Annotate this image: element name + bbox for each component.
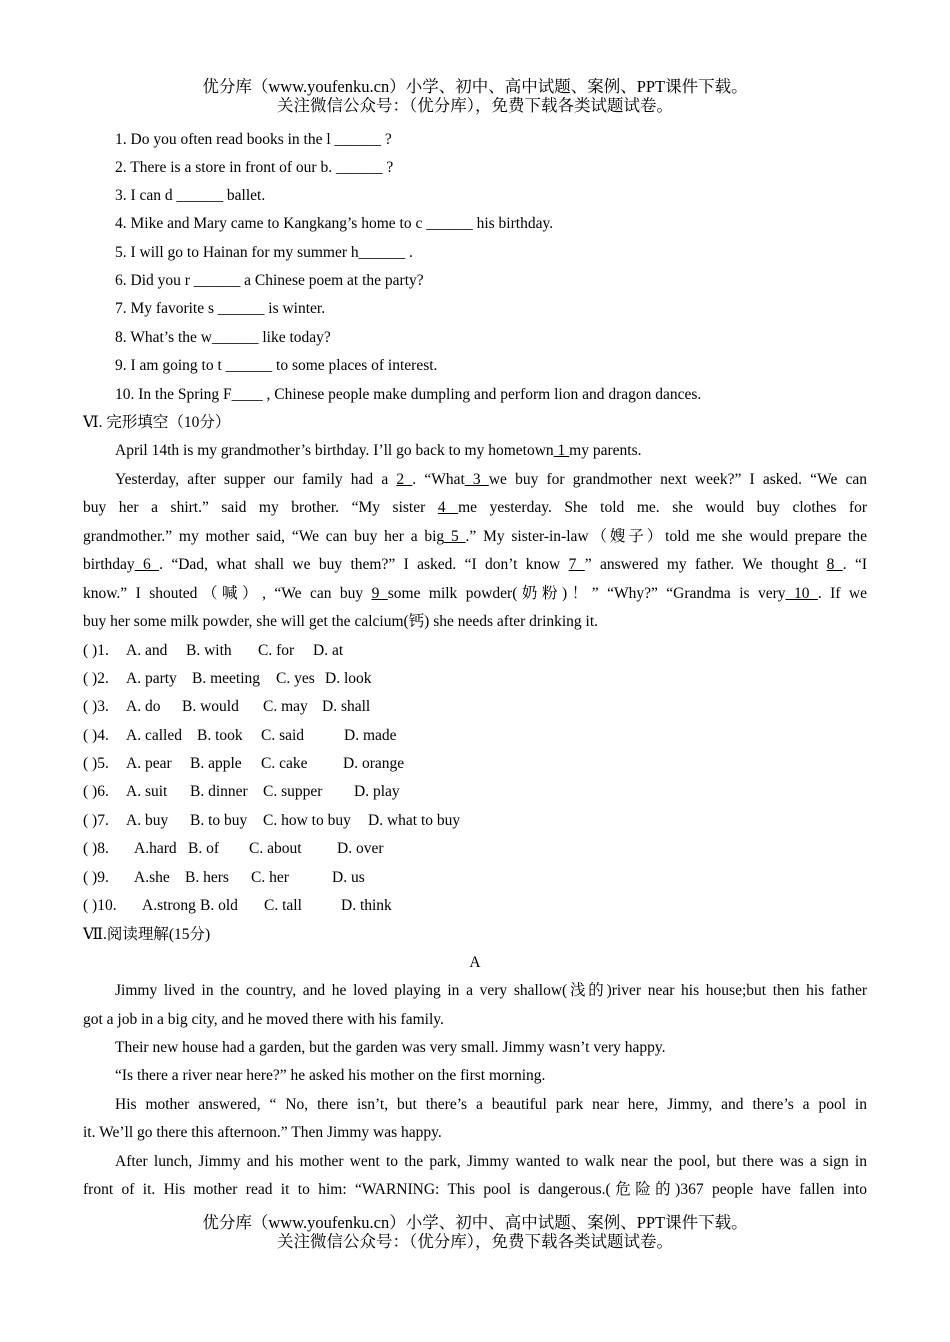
reading-line-7: After lunch, Jimmy and his mother went to the park, Jimmy wanted to walk near the pool, but there was a sign in <box>115 1153 867 1170</box>
cloze-blank-5: 5 <box>444 528 466 545</box>
reading-line-4: “Is there a river near here?” he asked his mother on the first morning. <box>115 1067 546 1084</box>
reading-line-6: it. We’ll go there this afternoon.” Then Jimmy was happy. <box>83 1124 442 1141</box>
option-number: ( )7. <box>83 812 109 829</box>
option-number: ( )6. <box>83 783 109 800</box>
option-choice-a: A.strong <box>142 897 196 914</box>
option-choice-c: C. for <box>258 642 295 659</box>
cloze-line-3: grandmother.” my mother said, “We can buy her a big 5 .” My sister-in-law（嫂子）told me she would prepare the <box>83 528 867 545</box>
option-number: ( )10. <box>83 897 117 914</box>
option-choice-c: C. cake <box>261 755 308 772</box>
option-number: ( )9. <box>83 869 109 886</box>
fill-question-6: 6. Did you r ______ a Chinese poem at the party? <box>115 272 424 289</box>
option-choice-d: D. look <box>325 670 372 687</box>
header-line-2: 关注微信公众号：（优分库），免费下载各类试题试卷。 <box>277 96 673 115</box>
fill-question-5: 5. I will go to Hainan for my summer h______ . <box>115 244 413 261</box>
fill-question-3: 3. I can d ______ ballet. <box>115 187 266 204</box>
reading-line-1: Jimmy lived in the country, and he loved playing in a very shallow(浅的)river near his house;but then his father <box>115 982 867 999</box>
option-choice-c: C. supper <box>263 783 323 800</box>
option-choice-a: A. called <box>126 727 182 744</box>
option-choice-a: A.hard <box>134 840 177 857</box>
option-choice-b: B. to buy <box>190 812 248 829</box>
option-choice-d: D. play <box>354 783 400 800</box>
fill-question-2: 2. There is a store in front of our b. ______ ? <box>115 159 394 176</box>
fill-question-4: 4. Mike and Mary came to Kangkang’s home to c ______ his birthday. <box>115 215 554 232</box>
fill-question-8: 8. What’s the w______ like today? <box>115 329 331 346</box>
option-choice-d: D. made <box>344 727 397 744</box>
option-choice-b: B. old <box>200 897 238 914</box>
option-number: ( )1. <box>83 642 109 659</box>
cloze-line-1: Yesterday, after supper our family had a 2 . “What 3 we buy for grandmother next week?” I asked. “We can <box>115 471 868 488</box>
option-choice-a: A. suit <box>126 783 168 800</box>
option-choice-a: A. buy <box>126 812 169 829</box>
footer-line-1: 优分库（www.youfenku.cn）小学、初中、高中试题、案例、PPT课件下载。 <box>202 1213 748 1232</box>
cloze-line-2: buy her a shirt.” said my brother. “My sister 4 me yesterday. She told me. she would buy clothes for <box>83 499 868 516</box>
reading-heading: Ⅶ.阅读理解(15分) <box>83 926 211 943</box>
option-choice-a: A. do <box>126 698 161 715</box>
option-choice-c: C. yes <box>276 670 315 687</box>
cloze-blank-3: 3 <box>464 471 489 488</box>
option-choice-c: C. tall <box>264 897 302 914</box>
reading-line-5: His mother answered, “ No, there isn’t, but there’s a beautiful park near here, Jimmy, and there’s a pool in <box>115 1096 867 1113</box>
fill-question-1: 1. Do you often read books in the l ______ ? <box>115 131 392 148</box>
option-number: ( )3. <box>83 698 109 715</box>
option-choice-b: B. hers <box>185 869 229 886</box>
option-choice-a: A. party <box>126 670 177 687</box>
option-number: ( )5. <box>83 755 109 772</box>
cloze-heading: Ⅵ. 完形填空（10分） <box>83 414 231 431</box>
option-choice-d: D. shall <box>322 698 371 715</box>
page-header <box>0 77 950 115</box>
cloze-blank-9: 9 <box>371 585 388 602</box>
option-choice-d: D. think <box>341 897 392 914</box>
option-choice-c: C. may <box>263 698 308 715</box>
page-footer <box>0 1213 950 1251</box>
option-choice-c: C. said <box>261 727 305 744</box>
fill-question-7: 7. My favorite s ______ is winter. <box>115 300 326 317</box>
option-number: ( )8. <box>83 840 109 857</box>
cloze-blank-7: 7 <box>568 556 585 573</box>
cloze-blank-1: 1 <box>553 442 570 459</box>
option-choice-c: C. about <box>249 840 302 857</box>
option-choice-c: C. how to buy <box>263 812 351 829</box>
cloze-blank-8: 8 <box>826 556 843 573</box>
cloze-paragraph-1: April 14th is my grandmother’s birthday. I’ll go back to my hometown 1 my parents. <box>115 442 642 459</box>
fill-question-10: 10. In the Spring F____ , Chinese people make dumpling and perform lion and dragon dances. <box>115 386 702 403</box>
option-choice-b: B. of <box>188 840 219 857</box>
option-number: ( )4. <box>83 727 109 744</box>
option-choice-b: B. took <box>197 727 243 744</box>
option-choice-a: A.she <box>134 869 170 886</box>
option-choice-a: A. pear <box>126 755 172 772</box>
option-choice-b: B. with <box>186 642 232 659</box>
option-number: ( )2. <box>83 670 109 687</box>
option-choice-d: D. us <box>332 869 365 886</box>
option-choice-b: B. would <box>182 698 239 715</box>
cloze-line-5: know.” I shouted（喊）, “We can buy 9 some milk powder(奶粉)！” “Why?” “Grandma is very 10 . If we <box>83 585 868 602</box>
cloze-line-6: buy her some milk powder, she will get the calcium(钙) she needs after drinking it. <box>83 613 599 630</box>
cloze-blank-6: 6 <box>134 556 160 573</box>
option-choice-b: B. apple <box>190 755 242 772</box>
cloze-line-4: birthday 6 . “Dad, what shall we buy them?” I asked. “I don’t know 7 ” answered my father. We thought 8 . “I <box>83 556 867 573</box>
footer-line-2: 关注微信公众号：（优分库），免费下载各类试题试卷。 <box>277 1232 673 1251</box>
cloze-blank-4: 4 <box>437 499 459 516</box>
cloze-blank-2: 2 <box>396 471 413 488</box>
option-choice-b: B. dinner <box>190 783 248 800</box>
option-choice-d: D. at <box>313 642 344 659</box>
reading-line-2: got a job in a big city, and he moved there with his family. <box>83 1011 444 1028</box>
header-line-1: 优分库（www.youfenku.cn）小学、初中、高中试题、案例、PPT课件下载。 <box>202 77 748 96</box>
reading-line-8: front of it. His mother read it to him: “WARNING: This pool is dangerous.(危险的)367 people have fallen into <box>83 1181 867 1198</box>
option-choice-b: B. meeting <box>192 670 261 687</box>
reading-line-3: Their new house had a garden, but the garden was very small. Jimmy wasn’t very happy. <box>115 1039 666 1056</box>
reading-section-label: A <box>469 954 481 971</box>
option-choice-a: A. and <box>126 642 168 659</box>
cloze-blank-10: 10 <box>785 585 818 602</box>
option-choice-c: C. her <box>251 869 289 886</box>
option-choice-d: D. what to buy <box>368 812 461 829</box>
option-choice-d: D. orange <box>343 755 405 772</box>
fill-question-9: 9. I am going to t ______ to some places of interest. <box>115 357 438 374</box>
option-choice-d: D. over <box>337 840 384 857</box>
